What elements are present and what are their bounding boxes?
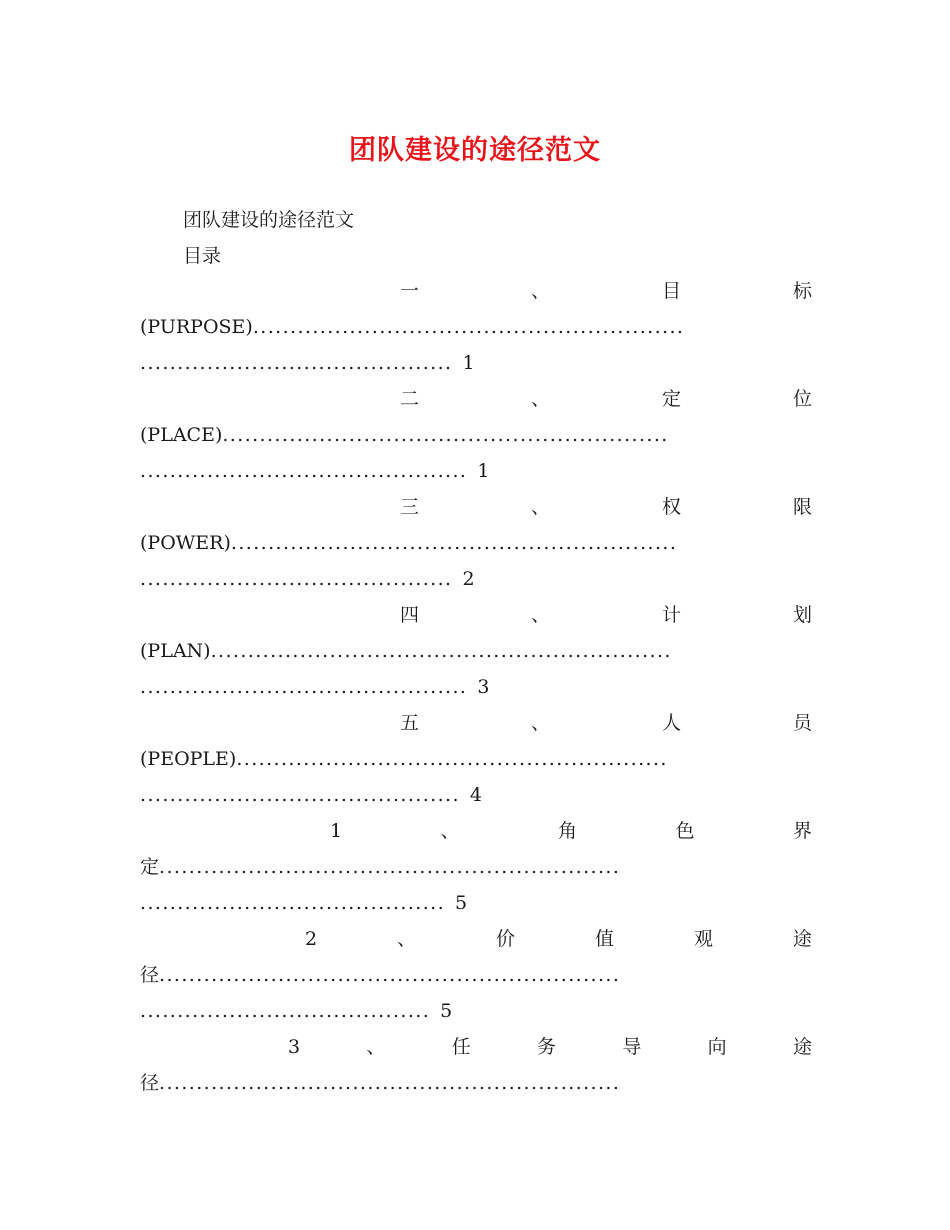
toc-word: 目 <box>661 280 681 302</box>
toc-entry-2-page-line: ............................................ 1 <box>140 460 490 482</box>
toc-entry-4-leader: (PLAN).............................................................. <box>140 640 672 662</box>
toc-word: 权 <box>661 496 681 518</box>
intro-paragraph: 团队建设的途径范文 <box>183 209 355 231</box>
toc-entry-8-leader: 径.............................................................. <box>140 1072 621 1094</box>
toc-word: 位 <box>792 388 812 410</box>
toc-tail-text: 定 <box>140 856 160 878</box>
toc-word: 定 <box>661 388 681 410</box>
toc-word: 划 <box>792 604 812 626</box>
toc-number: 1 <box>330 820 343 842</box>
toc-entry-2-heading <box>400 381 812 417</box>
toc-word: 值 <box>594 928 614 950</box>
toc-word: 限 <box>792 496 812 518</box>
toc-entry-2-leader: (PLACE)............................................................ <box>140 424 669 446</box>
toc-word: 导 <box>622 1036 642 1058</box>
toc-page-number: 5 <box>455 892 468 914</box>
toc-word: 角 <box>558 820 578 842</box>
toc-entry-1-page-line: .......................................... 1 <box>140 352 475 374</box>
toc-number: 二 <box>400 388 420 410</box>
toc-entry-5-heading <box>400 705 812 741</box>
toc-tail-text: 径 <box>140 964 160 986</box>
toc-entry-7-heading <box>305 921 812 957</box>
toc-number: 3 <box>288 1036 301 1058</box>
toc-entry-1-leader: (PURPOSE).......................................................... <box>140 316 685 338</box>
toc-word: 向 <box>707 1036 727 1058</box>
toc-entry-7-page-line: ....................................... 5 <box>140 1000 453 1022</box>
toc-entry-5-leader: (PEOPLE).......................................................... <box>140 748 668 770</box>
toc-heading: 目录 <box>183 245 222 267</box>
toc-number: 2 <box>305 928 318 950</box>
toc-tail-text: (PLACE) <box>140 424 223 446</box>
toc-word: 途 <box>792 928 812 950</box>
toc-tail-text: 径 <box>140 1072 160 1094</box>
toc-word: 任 <box>451 1036 471 1058</box>
toc-number: 三 <box>400 496 420 518</box>
toc-entry-8-heading <box>288 1029 812 1065</box>
toc-word: 观 <box>693 928 713 950</box>
toc-word: 色 <box>675 820 695 842</box>
toc-page-number: 5 <box>440 1000 453 1022</box>
toc-separator: 、 <box>530 604 550 626</box>
toc-separator: 、 <box>530 388 550 410</box>
toc-entry-1-heading <box>400 273 812 309</box>
toc-entry-3-page-line: .......................................... 2 <box>140 568 475 590</box>
toc-entry-6-page-line: ......................................... 5 <box>140 892 468 914</box>
toc-tail-text: (POWER) <box>140 532 231 554</box>
toc-page-number: 1 <box>462 352 475 374</box>
toc-entry-3-leader: (POWER)............................................................ <box>140 532 678 554</box>
toc-word: 界 <box>792 820 812 842</box>
toc-entry-6-leader: 定.............................................................. <box>140 856 621 878</box>
toc-number: 四 <box>400 604 420 626</box>
toc-page-number: 4 <box>469 784 482 806</box>
toc-word: 务 <box>537 1036 557 1058</box>
toc-tail-text: (PEOPLE) <box>140 748 237 770</box>
toc-word: 途 <box>792 1036 812 1058</box>
toc-page-number: 1 <box>477 460 490 482</box>
toc-tail-text: (PLAN) <box>140 640 211 662</box>
toc-separator: 、 <box>530 280 550 302</box>
toc-word: 价 <box>496 928 516 950</box>
toc-word: 计 <box>661 604 681 626</box>
toc-tail-text: (PURPOSE) <box>140 316 253 338</box>
toc-entry-4-heading <box>400 597 812 633</box>
toc-entry-7-leader: 径.............................................................. <box>140 964 621 986</box>
toc-word: 标 <box>792 280 812 302</box>
toc-word: 人 <box>661 712 681 734</box>
toc-separator: 、 <box>530 496 550 518</box>
toc-entry-4-page-line: ............................................ 3 <box>140 676 490 698</box>
toc-separator: 、 <box>440 820 460 842</box>
toc-entry-6-heading <box>330 813 812 849</box>
toc-entry-5-page-line: ........................................... 4 <box>140 784 482 806</box>
toc-entry-3-heading <box>400 489 812 525</box>
toc-separator: 、 <box>530 712 550 734</box>
toc-separator: 、 <box>397 928 417 950</box>
toc-number: 一 <box>400 280 420 302</box>
toc-separator: 、 <box>366 1036 386 1058</box>
toc-number: 五 <box>400 712 420 734</box>
toc-page-number: 2 <box>462 568 475 590</box>
document-title: 团队建设的途径范文 <box>349 135 601 166</box>
toc-word: 员 <box>792 712 812 734</box>
toc-page-number: 3 <box>477 676 490 698</box>
